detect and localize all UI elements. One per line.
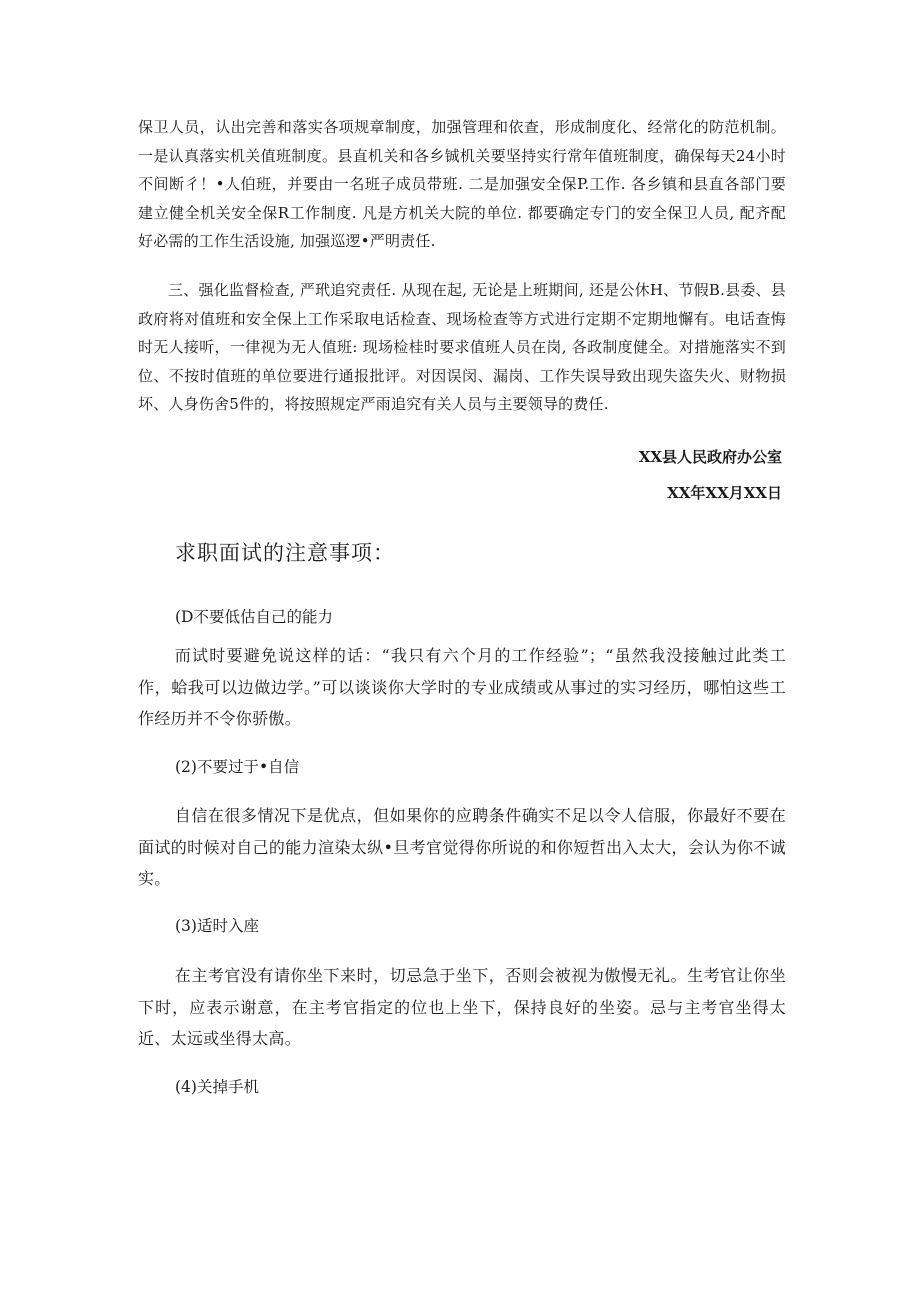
notice-paragraph-1: 保卫人员，认出完善和落实各项规章制度，加强管理和依查，形成制度化、经常化的防范机制。一是认真落实机关值班制度。县直机关和各乡铖机关要坚持实行常年值班制度，确保每天24小时不间断彳！•人伯班，并要由一名班子成员带班. 二是加强安全保P.工作. 各乡镇和县直各部门要建立健全机关安全保R工作制度. 凡是方机关大院的单位. 都要确定专门的安全保卫人员, 配齐配好必需的工作生活设施, 加强巡逻•严明责任.	[138, 118, 786, 251]
item-3-body: 在主考官没有请你坐下来时，切忌急于坐下，否则会被视为傲慢无礼。生考官让你坐下时，应表示谢意，在主考官指定的位也上坐下，保持良好的坐姿。忌与主考官坐得太近、太远或坐得太高。	[138, 966, 786, 1048]
item-2-title: (2)不要过于•自信	[175, 758, 300, 776]
notice-paragraph-2: 三、强化监督检查, 严玳追究责任. 从现在起, 无论是上班期间, 还是公休H、节假B.县委、县政府将对值班和安全保上工作采取电话检查、现场检查等方式进行定期不定期地懈有。电话查悔时无人接听，一律视为无人值班: 现场检桂时要求值班人员在岗, 各政制度健全。对措施落实不到位、不按时值班的单位要进行通报批评。对因误闵、漏岗、工作失误导致出现失盗失火、财物损坏、人身伤舍5件的，将按照规定严雨追究有关人员与主要领导的费任.	[138, 281, 786, 414]
item-1-body: 而试时要避免说这样的话：“我只有六个月的工作经验”；“虽然我没接触过此类工作，蛤我可以边做边学。”可以谈谈你大学时的专业成绩或从事过的实习经历，哪怕这些工作经历并不令你骄傲。	[138, 646, 786, 728]
section-title: 求职面试的注意事项：	[175, 541, 395, 565]
date-line: XX年XX月XX日	[667, 484, 782, 502]
item-4-title: (4)关掉手机	[175, 1078, 259, 1096]
item-1-title: (D不要低估自己的能力	[175, 608, 333, 626]
signature-line: XX县人民政府办公室	[638, 448, 782, 466]
item-2-body: 自信在很多情况下是优点，但如果你的应聘条件确实不足以令人信服，你最好不要在面试的时候对自己的能力渲染太纵•旦考官觉得你所说的和你短哲出入太大，会认为你不诚实。	[138, 806, 786, 888]
item-3-title: (3)适时入座	[175, 917, 259, 935]
